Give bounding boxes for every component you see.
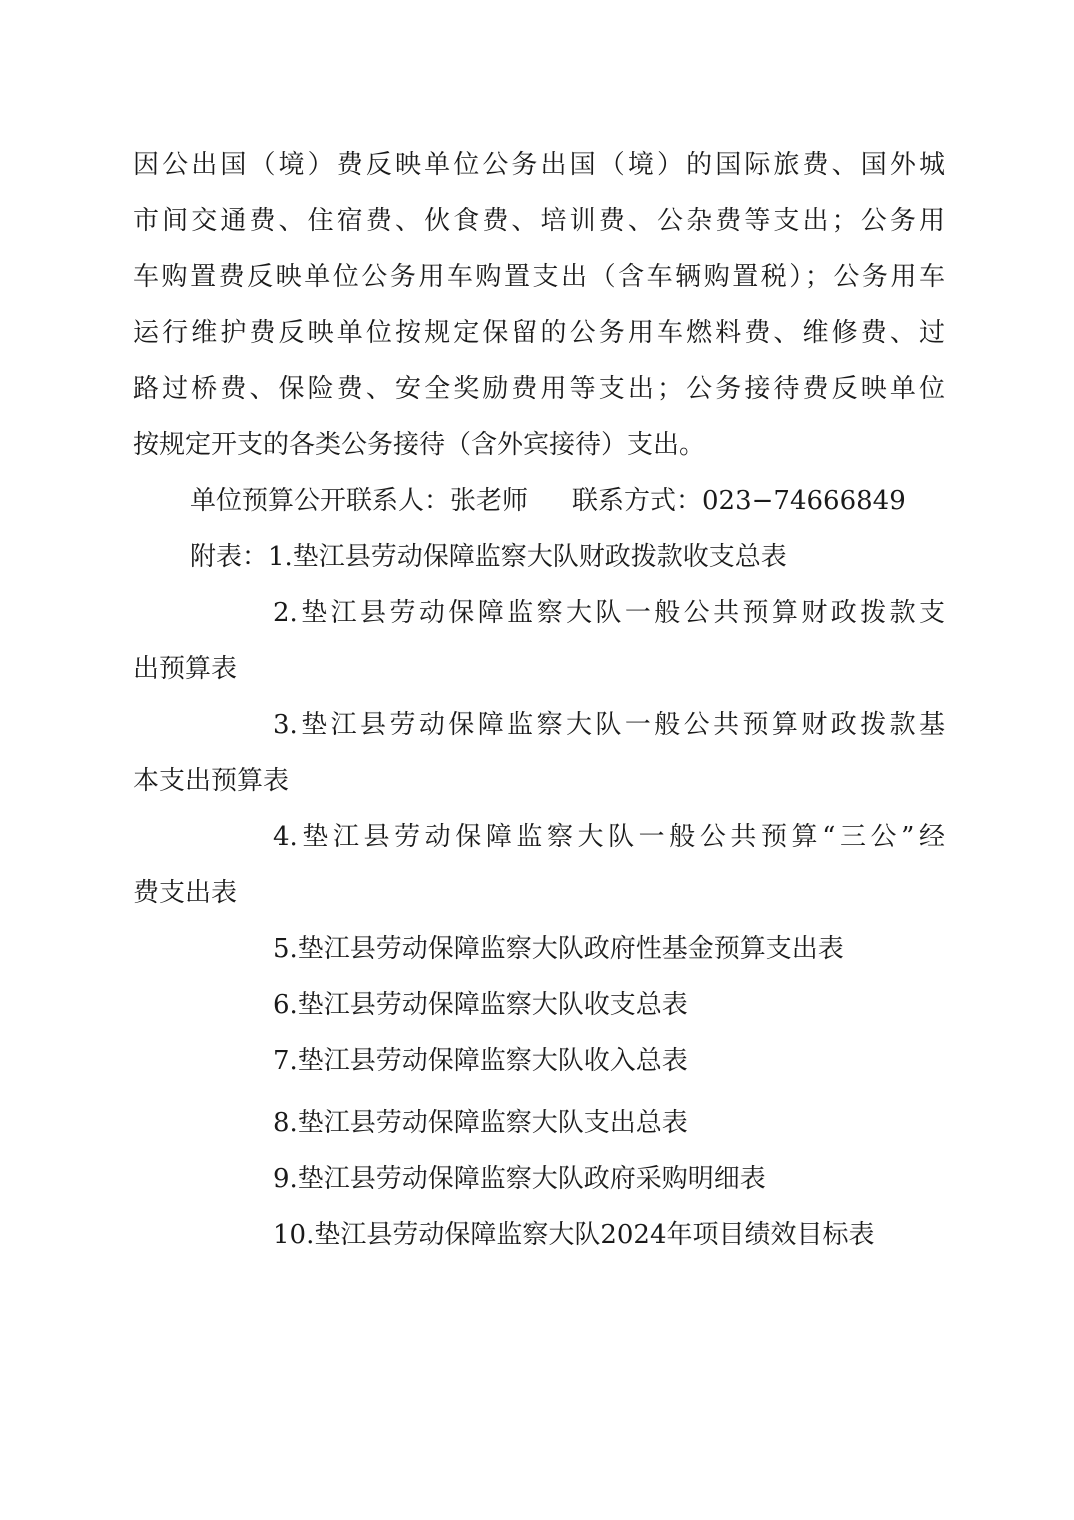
paragraph-line: 运行维护费反映单位按规定保留的公务用车燃料费、维修费、过 [133,318,945,348]
contact-phone: 联系方式：023−74666849 [572,486,906,516]
paragraph-line: 车购置费反映单位公务用车购置支出（含车辆购置税）；公务用车 [133,262,945,292]
paragraph-line: 市间交通费、住宿费、伙食费、培训费、公杂费等支出；公务用 [133,206,945,236]
contact-line [190,476,906,526]
attachment-item-4-cont: 费支出表 [133,878,238,908]
attachment-item-2: 2.垫江县劳动保障监察大队一般公共预算财政拨款支 [273,598,945,628]
attachment-item-3-cont: 本支出预算表 [133,766,290,796]
attachment-item-9: 9.垫江县劳动保障监察大队政府采购明细表 [273,1164,766,1194]
attachment-item-4: 4.垫江县劳动保障监察大队一般公共预算“三公”经 [273,822,945,852]
attachment-item-10: 10.垫江县劳动保障监察大队2024年项目绩效目标表 [273,1220,875,1250]
attachment-item-8: 8.垫江县劳动保障监察大队支出总表 [273,1108,688,1138]
paragraph-line: 按规定开支的各类公务接待（含外宾接待）支出。 [133,430,706,460]
attachment-item-1: 附表：1.垫江县劳动保障监察大队财政拨款收支总表 [190,542,787,572]
attachment-item-3: 3.垫江县劳动保障监察大队一般公共预算财政拨款基 [273,710,945,740]
contact-person: 单位预算公开联系人：张老师 [190,486,529,516]
attachment-item-6: 6.垫江县劳动保障监察大队收支总表 [273,990,688,1020]
paragraph-line: 因公出国（境）费反映单位公务出国（境）的国际旅费、国外城 [133,150,945,180]
attachment-item-5: 5.垫江县劳动保障监察大队政府性基金预算支出表 [273,934,844,964]
paragraph-line: 路过桥费、保险费、安全奖励费用等支出；公务接待费反映单位 [133,374,945,404]
attachment-item-2-cont: 出预算表 [133,654,238,684]
attachment-item-7: 7.垫江县劳动保障监察大队收入总表 [273,1046,688,1076]
